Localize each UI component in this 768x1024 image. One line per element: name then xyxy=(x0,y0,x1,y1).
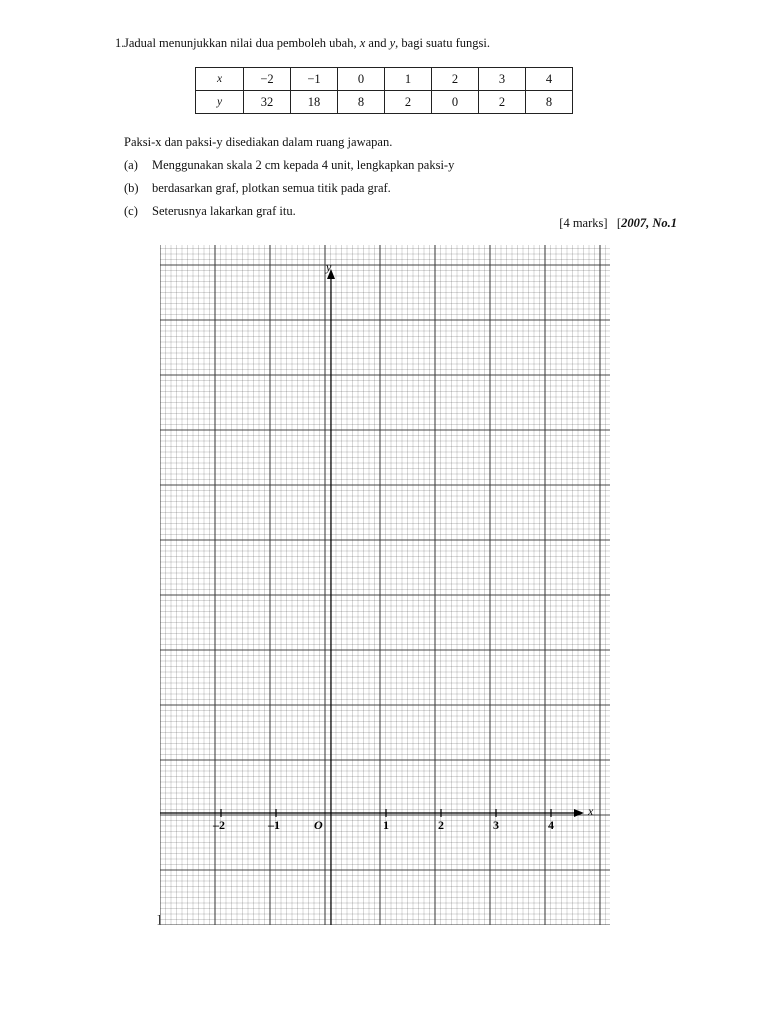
question-stem xyxy=(124,36,490,51)
table-row-y xyxy=(196,91,573,114)
table-row-x xyxy=(196,68,573,91)
stem-prefix: Jadual menunjukkan nilai dua pemboleh ubah, xyxy=(124,36,360,50)
table-cell: 3 xyxy=(479,68,526,91)
x-tick-label: –2 xyxy=(213,818,225,832)
stem-and: and xyxy=(365,36,390,50)
marks-text: [4 marks] xyxy=(559,216,608,230)
x-tick-label: 1 xyxy=(383,818,389,832)
stray-bracket: ] xyxy=(157,912,161,926)
marks-line xyxy=(559,216,677,231)
table-cell: −2 xyxy=(244,68,291,91)
table-cell: 8 xyxy=(338,91,385,114)
source-reference: 2007, No.1 xyxy=(621,216,677,230)
source-open-bracket: [ xyxy=(616,216,622,230)
y-axis-label: y xyxy=(326,260,332,274)
part-b-text: berdasarkan graf, plotkan semua titik pada graf. xyxy=(152,181,391,195)
table-cell: 18 xyxy=(291,91,338,114)
x-tick-label: –1 xyxy=(268,818,280,832)
var-x: x xyxy=(359,36,366,50)
table-cell: 0 xyxy=(338,68,385,91)
x-tick-labels xyxy=(212,818,554,832)
part-a-text: Menggunakan skala 2 cm kepada 4 unit, lengkapkan paksi-y xyxy=(152,158,455,172)
table-cell: 2 xyxy=(479,91,526,114)
x-axis-arrow xyxy=(574,809,584,817)
origin-label: O xyxy=(314,818,323,832)
x-tick-label: 2 xyxy=(438,818,444,832)
table-cell: 0 xyxy=(432,91,479,114)
table-cell: 32 xyxy=(244,91,291,114)
graph-paper xyxy=(160,245,610,925)
table-header-x: x xyxy=(196,68,244,91)
instruction-intro: Paksi-x dan paksi-y disediakan dalam ruang jawapan. xyxy=(124,135,393,149)
table-cell: −1 xyxy=(291,68,338,91)
part-c-text: Seterusnya lakarkan graf itu. xyxy=(152,204,296,218)
var-y: y xyxy=(389,36,396,50)
question-number: 1. xyxy=(115,36,125,50)
x-tick-label: 4 xyxy=(548,818,554,832)
table-cell: 8 xyxy=(526,91,573,114)
table-header-y: y xyxy=(196,91,244,114)
part-c-label: (c) xyxy=(124,204,138,218)
stem-suffix: , bagi suatu fungsi. xyxy=(395,36,490,50)
table-cell: 1 xyxy=(385,68,432,91)
values-table xyxy=(195,67,573,114)
table-cell: 2 xyxy=(432,68,479,91)
part-b-label: (b) xyxy=(124,181,139,195)
part-a-label: (a) xyxy=(124,158,138,172)
x-tick-label: 3 xyxy=(493,818,499,832)
x-axis-label: x xyxy=(588,804,594,818)
table-cell: 4 xyxy=(526,68,573,91)
table-cell: 2 xyxy=(385,91,432,114)
